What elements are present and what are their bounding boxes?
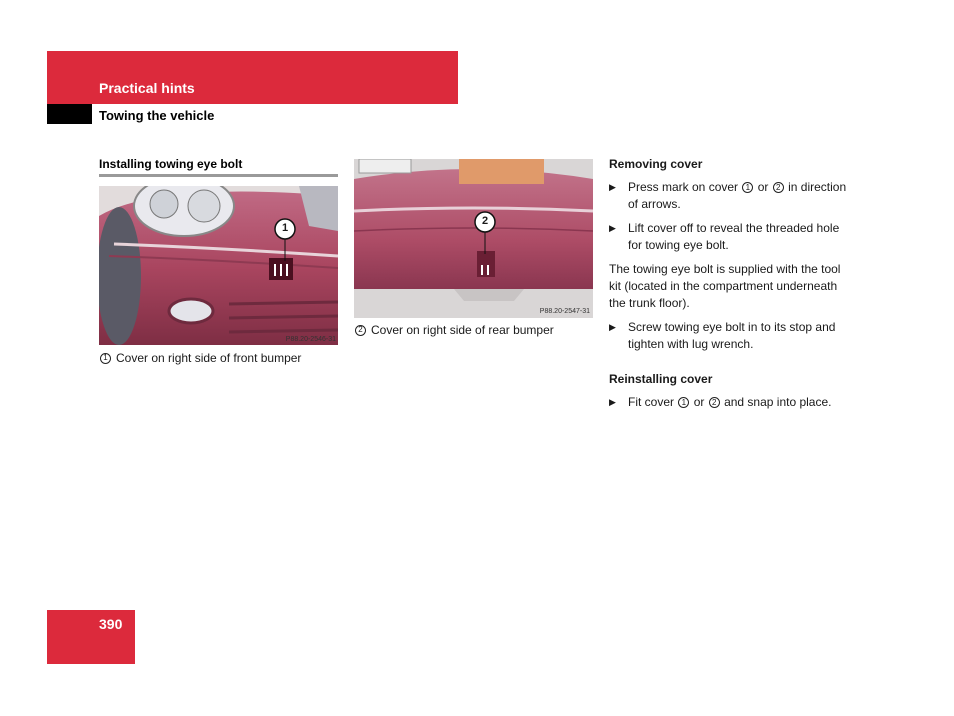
section-title: Practical hints bbox=[99, 80, 195, 96]
callout-number: 2 bbox=[773, 182, 784, 193]
caption-text: Cover on right side of front bumper bbox=[116, 351, 302, 365]
callout-number: 2 bbox=[355, 325, 366, 336]
reinstalling-heading: Reinstalling cover bbox=[609, 372, 713, 386]
step-text: and snap into place. bbox=[724, 395, 832, 409]
step-text: Lift cover off to reveal the threaded hole for towing eye bolt. bbox=[628, 221, 840, 252]
triangle-bullet-icon: ▶ bbox=[609, 322, 616, 332]
rear-bumper-photo bbox=[354, 159, 593, 318]
step-item bbox=[609, 319, 854, 353]
installing-heading: Installing towing eye bolt bbox=[99, 157, 243, 171]
figure-code: P88.20-2546-31 bbox=[285, 336, 336, 343]
removing-heading: Removing cover bbox=[609, 157, 703, 171]
front-caption bbox=[99, 351, 301, 365]
callout-number: 2 bbox=[709, 397, 720, 408]
callout-number: 1 bbox=[100, 353, 111, 364]
front-bumper-photo bbox=[99, 186, 338, 345]
step-item bbox=[609, 394, 854, 411]
step-text: Press mark on cover bbox=[628, 180, 739, 194]
page-number: 390 bbox=[99, 616, 123, 632]
step-item bbox=[609, 220, 854, 254]
figure-code: P88.20-2547-31 bbox=[539, 308, 590, 315]
rear-caption bbox=[354, 323, 554, 337]
triangle-bullet-icon: ▶ bbox=[609, 182, 616, 192]
step-text: Screw towing eye bolt in to its stop and tighten with lug wrench. bbox=[628, 320, 836, 351]
instructions-column bbox=[609, 156, 854, 418]
header-band bbox=[47, 51, 458, 104]
step-text: or bbox=[757, 180, 769, 194]
subsection-marker bbox=[47, 104, 92, 124]
figure-marker: 2 bbox=[481, 215, 489, 227]
callout-number: 1 bbox=[678, 397, 689, 408]
callout-number: 1 bbox=[742, 182, 753, 193]
step-text: or bbox=[693, 395, 705, 409]
caption-text: Cover on right side of rear bumper bbox=[371, 323, 554, 337]
info-paragraph: The towing eye bolt is supplied with the tool kit (located in the compartment underneath the trunk floor). bbox=[609, 262, 841, 310]
subsection-title: Towing the vehicle bbox=[99, 108, 215, 123]
step-text: in direction of arrows. bbox=[628, 180, 847, 211]
step-item bbox=[609, 179, 854, 213]
figure-marker: 1 bbox=[281, 222, 289, 234]
triangle-bullet-icon: ▶ bbox=[609, 397, 616, 407]
step-text: Fit cover bbox=[628, 395, 675, 409]
triangle-bullet-icon: ▶ bbox=[609, 223, 616, 233]
heading-rule bbox=[99, 174, 338, 177]
